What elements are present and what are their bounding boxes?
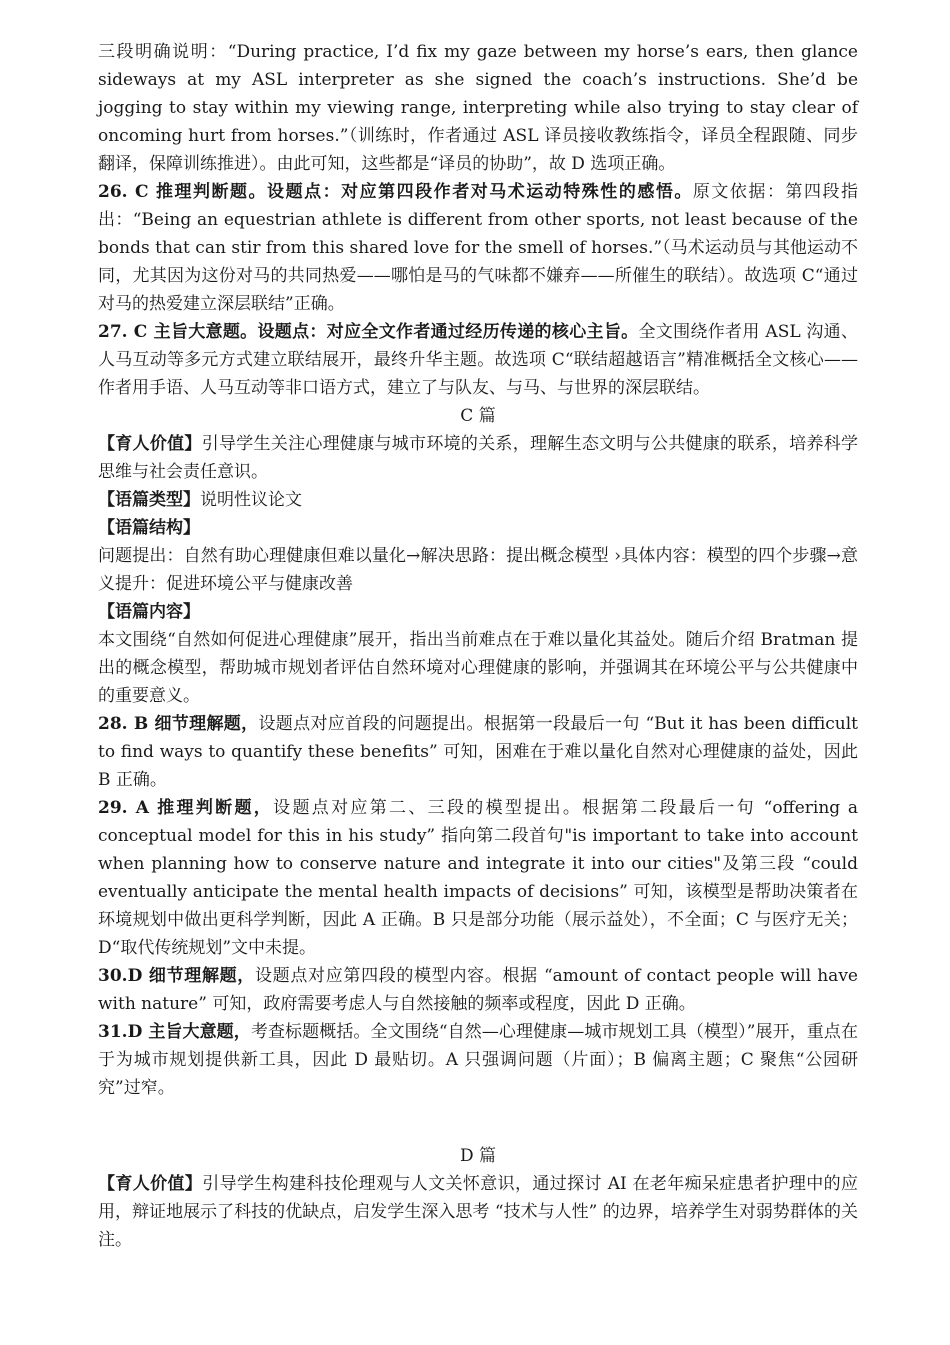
q30-lead: 30.D 细节理解题，	[98, 966, 255, 986]
section-c-heading: C 篇	[460, 406, 496, 426]
q28-explanation	[98, 710, 858, 794]
q29-body: 设题点对应第二、三段的模型提出。根据第二段最后一句 “offering a conceptual model for this in his study” 指向第二段首句"is important to take into account when planning how to conserve nature and integrate it into our cities"及第三段 “could eventually anticipate the mental health impacts of decisions” 可知，该模型是帮助决策者在环境规划中做出更科学判断，因此 A 正确。B 只是部分功能（展示益处），不全面；C 与医疗无关；D“取代传统规划”文中未提。	[98, 798, 858, 958]
answer-explanation-page	[98, 38, 858, 1254]
section-c-type	[98, 486, 858, 514]
q26-body: 原文依据：第四段指出：“Being an equestrian athlete is different from other sports, not least because of the bonds that can stir from this shared love for the smell of horses.”（马术运动员与其他运动不同，尤其因为这份对马的共同热爱——哪怕是马的气味都不嫌弃——所催生的联结）。故选项 C“通过对马的热爱建立深层联结”正确。	[98, 182, 859, 314]
section-d-value-label: 【育人价值】	[98, 1174, 203, 1194]
q30-explanation	[98, 962, 858, 1018]
q31-lead: 31.D 主旨大意题，	[98, 1022, 251, 1042]
section-c-structure-text: 问题提出：自然有助心理健康但难以量化→解决思路：提出概念模型 ›具体内容：模型的四个步骤→意义提升：促进环境公平与健康改善	[98, 546, 858, 594]
section-c-structure-label: 【语篇结构】	[98, 518, 200, 538]
q25-explanation-tail: 三段明确说明：“During practice, I’d fix my gaze between my horse’s ears, then glance sideways at my ASL interpreter as she signed the coach’s instructions. She’d be jogging to stay within my viewing range, interpreting while also trying to stay clear of oncoming hurt from horses.”（训练时，作者通过 ASL 译员接收教练指令，译员全程跟随、同步翻译，保障训练推进）。由此可知，这些都是“译员的协助”，故 D 选项正确。	[98, 42, 858, 174]
q28-body: 设题点对应首段的问题提出。根据第一段最后一句 “But it has been difficult to find ways to quantify these benefits” 可知，困难在于难以量化自然对心理健康的益处，因此 B 正确。	[98, 714, 859, 790]
section-c-type-label: 【语篇类型】	[98, 490, 200, 510]
section-d-value	[98, 1170, 858, 1254]
section-c-type-text: 说明性议论文	[200, 490, 302, 510]
section-c-value	[98, 430, 858, 486]
q31-explanation	[98, 1018, 858, 1102]
section-c-content-text: 本文围绕“自然如何促进心理健康”展开，指出当前难点在于难以量化其益处。随后介绍 Bratman 提出的概念模型，帮助城市规划者评估自然环境对心理健康的影响，并强调其在环境公平与公共健康中的重要意义。	[98, 630, 858, 706]
section-c-content-label: 【语篇内容】	[98, 602, 200, 622]
q26-explanation	[98, 178, 858, 318]
q31-body: 考查标题概括。全文围绕“自然—心理健康—城市规划工具（模型）”展开，重点在于为城市规划提供新工具，因此 D 最贴切。A 只强调问题（片面）；B 偏离主题；C 聚焦“公园研究”过窄。	[98, 1022, 858, 1098]
q28-lead: 28. B 细节理解题，	[98, 714, 259, 734]
q26-lead: 26. C 推理判断题。设题点：对应第四段作者对马术运动特殊性的感悟。	[98, 182, 693, 202]
section-gap	[98, 1102, 858, 1142]
q27-body: 全文围绕作者用 ASL 沟通、人马互动等多元方式建立联结展开，最终升华主题。故选项 C“联结超越语言”精准概括全文核心——作者用手语、人马互动等非口语方式，建立了与队友、与马、与世界的深层联结。	[98, 322, 858, 398]
section-c-value-label: 【育人价值】	[98, 434, 202, 454]
q29-explanation	[98, 794, 858, 962]
q27-explanation	[98, 318, 858, 402]
q27-lead: 27. C 主旨大意题。设题点：对应全文作者通过经历传递的核心主旨。	[98, 322, 639, 342]
section-d-value-text: 引导学生构建科技伦理观与人文关怀意识，通过探讨 AI 在老年痴呆症患者护理中的应用，辩证地展示了科技的优缺点，启发学生深入思考 “技术与人性” 的边界，培养学生对弱势群体的关注。	[98, 1174, 858, 1250]
q29-lead: 29. A 推理判断题，	[98, 798, 274, 818]
section-c-value-text: 引导学生关注心理健康与城市环境的关系，理解生态文明与公共健康的联系，培养科学思维与社会责任意识。	[98, 434, 859, 482]
section-d-heading: D 篇	[459, 1146, 497, 1166]
q30-body: 设题点对应第四段的模型内容。根据 “amount of contact people will have with nature” 可知，政府需要考虑人与自然接触的频率或程度，因此 D 正确。	[98, 966, 858, 1014]
